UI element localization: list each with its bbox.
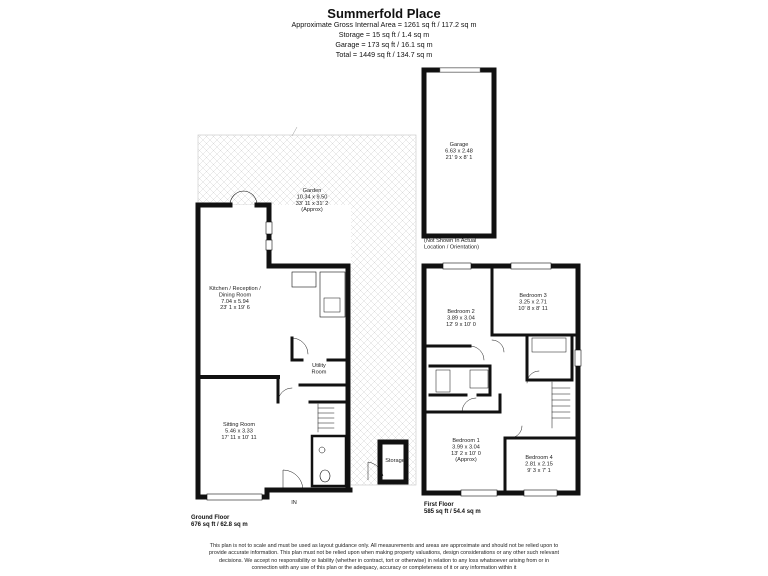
disclaimer-line: provide accurate information. This plan must not be relied upon when making property valuations, design considerations or any other such relevant xyxy=(209,550,559,557)
bedroom-4-label xyxy=(525,455,553,474)
label-line: 17' 11 x 10' 11 xyxy=(221,434,257,441)
entrance-label xyxy=(291,500,297,506)
label-line: 10.34 x 9.50 xyxy=(296,194,328,201)
disclaimer-line: decisions. We accept no responsibility or liability (whether in contract, tort or otherwise) in relation to any loss whatsoever arising from or in xyxy=(218,557,550,564)
storage-label xyxy=(385,458,405,464)
label-line: Utility xyxy=(312,363,326,369)
label-line: 676 sq ft / 62.8 sq m xyxy=(191,522,248,528)
label-line: Ground Floor xyxy=(191,515,230,521)
label-line: Room xyxy=(311,369,327,376)
disclaimer-line: connection with any use of this plan or the adequacy, accuracy or completeness of it or any information within it xyxy=(251,565,517,572)
bedroom-1-label xyxy=(451,438,481,463)
label-line: 23' 1 x 19' 6 xyxy=(220,305,250,312)
label-line: Bedroom 1 xyxy=(452,438,480,444)
label-line: (Approx) xyxy=(301,207,323,214)
label-line: Location / Orientation) xyxy=(424,244,480,251)
label-line: 585 sq ft / 54.4 sq m xyxy=(424,509,481,515)
label-line: 33' 11 x 31' 2 xyxy=(295,200,329,207)
label-line: Kitchen / Reception / xyxy=(209,286,261,292)
label-line: 6.63 x 2.48 xyxy=(445,148,473,155)
area-line-storage: Storage = 15 sq ft / 1.4 sq m xyxy=(338,30,430,39)
first-floor-label xyxy=(424,502,481,515)
disclaimer xyxy=(170,543,598,573)
first-floor-plan xyxy=(424,263,581,496)
area-line-garage: Garage = 173 sq ft / 16.1 sq m xyxy=(335,40,433,49)
area-line-total: Total = 1449 sq ft / 134.7 sq m xyxy=(335,50,433,59)
label-line: 13' 2 x 10' 0 xyxy=(451,450,481,457)
utility-label xyxy=(312,363,327,375)
page-title: Summerfold Place xyxy=(327,6,441,21)
ground-floor-plan xyxy=(198,191,351,500)
sitting-room-label xyxy=(221,422,256,441)
label-line: Storage xyxy=(385,458,405,464)
label-line: (Approx) xyxy=(455,457,477,464)
floor-labels xyxy=(191,502,481,528)
label-line: 5.46 x 3.33 xyxy=(225,428,253,435)
bedroom-3-label xyxy=(518,293,547,312)
label-line: 3.25 x 2.71 xyxy=(519,299,547,306)
label-line: First Floor xyxy=(424,502,454,508)
label-line: 10' 8 x 8' 11 xyxy=(518,305,548,312)
label-line: Bedroom 3 xyxy=(519,293,547,299)
label-line: Bedroom 2 xyxy=(447,309,475,315)
ground-floor-label xyxy=(191,515,248,528)
label-line: 3.99 x 3.04 xyxy=(452,444,480,451)
label-line: (Not Shown In Actual xyxy=(424,238,477,244)
bedroom-2-label xyxy=(446,309,476,328)
label-line: 9' 3 x 7' 1 xyxy=(527,467,551,474)
garage-note-label xyxy=(424,238,479,250)
disclaimer-line: This plan is not to scale and must be used as layout guidance only. All measurements and areas are approximate and should not be relied upon to xyxy=(209,543,559,549)
label-line: Bedroom 4 xyxy=(525,455,553,461)
label-line: Sitting Room xyxy=(222,422,256,428)
label-line: 21' 9 x 8' 1 xyxy=(445,154,473,161)
label-line: 12' 9 x 10' 0 xyxy=(446,321,476,328)
label-line: Dining Room xyxy=(218,292,252,299)
label-line: IN xyxy=(291,500,297,506)
label-line: Garden xyxy=(302,188,322,194)
label-line: Garage xyxy=(449,142,469,148)
label-line: 7.04 x 5.94 xyxy=(221,298,249,305)
label-line: 3.89 x 3.04 xyxy=(447,315,475,322)
label-line: 2.81 x 2.15 xyxy=(525,461,553,468)
area-line-gross: Approximate Gross Internal Area = 1261 sq ft / 117.2 sq m xyxy=(291,20,477,29)
